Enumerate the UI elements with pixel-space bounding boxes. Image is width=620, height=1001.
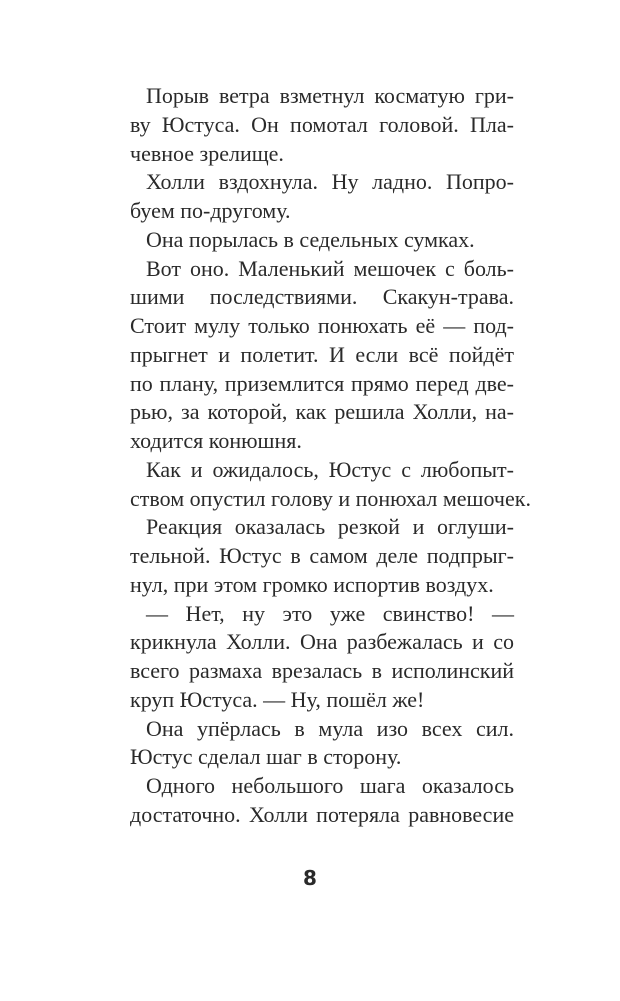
text-line: ву Юстуса. Он помотал головой. Пла- (130, 111, 514, 137)
text-line: чевное зрелище. (130, 140, 284, 166)
text-line: круп Юстуса. — Ну, пошёл же! (130, 686, 425, 712)
text-line: прыгнет и полетит. И если всё пойдёт (130, 341, 514, 367)
text-line: Реакция оказалась резкой и оглуши- (146, 514, 514, 540)
paragraph (130, 82, 514, 168)
page-number: 8 (303, 866, 317, 890)
paragraph (130, 168, 514, 226)
text-line: по плану, приземлится прямо перед две- (130, 370, 514, 396)
text-line: Стоит мулу только понюхать её — под- (130, 313, 514, 338)
paragraph (130, 226, 514, 255)
text-line: Юстус сделал шаг в сторону. (130, 744, 402, 770)
text-line: шими последствиями. Скакун-трава. (130, 284, 514, 310)
text-line: Как и ожидалось, Юстус с любопыт- (146, 456, 514, 482)
text-line: Холли вздохнула. Ну ладно. Попро- (146, 169, 514, 195)
text-line: Порыв ветра взметнул косматую гри- (146, 83, 514, 108)
text-line: ходится конюшня. (130, 428, 302, 453)
text-line: Она упёрлась в мула изо всех сил. (146, 715, 514, 741)
text-line: Вот оно. Маленький мешочек с боль- (146, 255, 514, 281)
paragraph (130, 715, 514, 773)
text-line: крикнула Холли. Она разбежалась и со (130, 629, 514, 655)
text-line: нул, при этом громко испортив воздух. (130, 571, 494, 597)
text-line: Она порылась в седельных сумках. (146, 226, 475, 252)
text-line: тельной. Юстус в самом деле подпрыг- (130, 543, 514, 568)
text-line: всего размаха врезалась в исполинский (130, 658, 514, 683)
text-line: достаточно. Холли потеряла равновесие (130, 801, 514, 827)
paragraph (130, 513, 514, 599)
text-line: — Нет, ну это уже свинство! — (146, 600, 514, 626)
text-line: Одного небольшого шага оказалось (146, 773, 514, 798)
text-line: ством опустил голову и понюхал мешочек. (130, 485, 531, 511)
paragraph (130, 456, 531, 514)
paragraph (130, 772, 514, 830)
body-text (130, 82, 531, 830)
text-line: рью, за которой, как решила Холли, на- (130, 399, 514, 425)
paragraph (130, 600, 514, 715)
paragraph (130, 255, 514, 456)
text-line: буем по-другому. (130, 198, 291, 223)
